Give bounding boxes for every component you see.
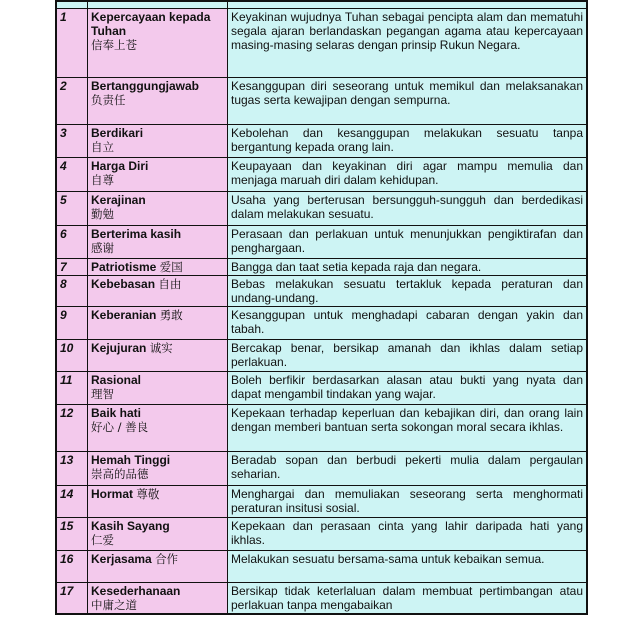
value-name-malay: Kepercayaan kepada Tuhan bbox=[91, 10, 211, 38]
table-row bbox=[57, 405, 587, 452]
table-row bbox=[57, 340, 587, 372]
value-definition: Kepekaan dan perasaan cinta yang lahir daripada hati yang ikhlas. bbox=[228, 518, 587, 551]
value-definition: Menghargai dan memuliakan seseorang serta menghormati peraturan insitusi sosial. bbox=[228, 486, 587, 518]
value-name-malay: Kerjasama bbox=[91, 552, 152, 566]
value-name-malay: Kesederhanaan bbox=[91, 584, 181, 598]
value-name-malay: Harga Diri bbox=[91, 159, 149, 173]
value-definition: Keupayaan dan keyakinan diri agar mampu memulia dan menjaga maruah diri dalam kehidupan. bbox=[228, 158, 587, 192]
value-name-malay: Hemah Tinggi bbox=[91, 453, 171, 467]
row-number: 10 bbox=[57, 340, 88, 372]
value-name-cell bbox=[88, 259, 228, 276]
row-number: 9 bbox=[57, 307, 88, 340]
value-definition: Bangga dan taat setia kepada raja dan negara. bbox=[228, 259, 587, 276]
value-name-chinese: 诚实 bbox=[149, 341, 173, 355]
row-number: 7 bbox=[57, 259, 88, 276]
value-name-cell bbox=[88, 518, 228, 551]
value-definition: Bersikap tidak keterlaluan dalam membuat pertimbangan atau perlakuan tanpa mengabaikan bbox=[228, 583, 587, 614]
table-row bbox=[57, 307, 587, 340]
value-name-cell bbox=[88, 9, 228, 78]
value-name-chinese: 信奉上苍 bbox=[91, 38, 137, 52]
value-name-malay: Kebebasan bbox=[91, 277, 156, 291]
row-number: 1 bbox=[57, 9, 88, 78]
row-number: 4 bbox=[57, 158, 88, 192]
table-row bbox=[57, 259, 587, 276]
row-number: 6 bbox=[57, 226, 88, 259]
table-header-row bbox=[57, 2, 587, 9]
table-row bbox=[57, 78, 587, 125]
table-row bbox=[57, 226, 587, 259]
header-cell bbox=[228, 2, 587, 9]
row-number: 12 bbox=[57, 405, 88, 452]
value-name-chinese: 勤勉 bbox=[91, 207, 114, 221]
value-name-malay: Kerajinan bbox=[91, 193, 146, 207]
value-name-cell bbox=[88, 158, 228, 192]
value-definition: Kesanggupan diri seseorang untuk memikul dan melaksanakan tugas serta kewajipan dengan sempurna. bbox=[228, 78, 587, 125]
table-row bbox=[57, 452, 587, 486]
value-name-chinese: 仁爱 bbox=[91, 533, 114, 547]
table-row bbox=[57, 518, 587, 551]
value-name-chinese: 崇高的品德 bbox=[91, 467, 149, 481]
value-definition: Kesanggupan untuk menghadapi cabaran dengan yakin dan tabah. bbox=[228, 307, 587, 340]
value-name-cell bbox=[88, 307, 228, 340]
row-number: 3 bbox=[57, 125, 88, 158]
header-cell bbox=[88, 2, 228, 9]
value-definition: Usaha yang berterusan bersungguh-sungguh dan berdedikasi dalam melakukan sesuatu. bbox=[228, 192, 587, 226]
value-name-malay: Kasih Sayang bbox=[91, 519, 170, 533]
table-row bbox=[57, 125, 587, 158]
table-row bbox=[57, 583, 587, 614]
value-name-cell bbox=[88, 372, 228, 405]
value-definition: Melakukan sesuatu bersama-sama untuk kebaikan semua. bbox=[228, 551, 587, 583]
value-name-malay: Bertanggungjawab bbox=[91, 79, 200, 93]
table-row bbox=[57, 158, 587, 192]
header-cell bbox=[57, 2, 88, 9]
value-name-chinese: 中庸之道 bbox=[91, 598, 137, 612]
value-definition: Kepekaan terhadap keperluan dan kebajikan diri, dan orang lain dengan memberi bantuan serta sokongan moral secara ikhlas. bbox=[228, 405, 587, 452]
value-definition: Beradab sopan dan berbudi pekerti mulia dalam pergaulan seharian. bbox=[228, 452, 587, 486]
value-definition: Boleh berfikir berdasarkan alasan atau bukti yang nyata dan dapat mengambil tindakan yang wajar. bbox=[228, 372, 587, 405]
value-name-cell bbox=[88, 486, 228, 518]
row-number: 15 bbox=[57, 518, 88, 551]
row-number: 11 bbox=[57, 372, 88, 405]
value-name-chinese: 自由 bbox=[158, 277, 182, 291]
value-name-malay: Rasional bbox=[91, 373, 142, 387]
value-name-chinese: 理智 bbox=[91, 387, 114, 401]
table-row bbox=[57, 372, 587, 405]
value-name-chinese: 负责任 bbox=[91, 93, 126, 107]
value-name-malay: Kejujuran bbox=[91, 341, 147, 355]
value-name-cell bbox=[88, 192, 228, 226]
value-name-cell bbox=[88, 583, 228, 614]
value-name-cell bbox=[88, 125, 228, 158]
value-name-chinese: 好心 / 善良 bbox=[91, 420, 149, 434]
value-name-chinese: 感谢 bbox=[91, 241, 114, 255]
value-definition: Bebas melakukan sesuatu tertakluk kepada peraturan dan undang-undang. bbox=[228, 276, 587, 307]
value-name-cell bbox=[88, 452, 228, 486]
value-name-chinese: 自尊 bbox=[91, 173, 114, 187]
row-number: 2 bbox=[57, 78, 88, 125]
value-definition: Keyakinan wujudnya Tuhan sebagai pencipta alam dan mematuhi segala ajaran berlandaskan pegangan agama atau kepercayaan masing-masing selaras dengan prinsip Rukun Negara. bbox=[228, 9, 587, 78]
values-table bbox=[55, 0, 588, 615]
value-name-chinese: 尊敬 bbox=[136, 487, 160, 501]
value-definition: Perasaan dan perlakuan untuk menunjukkan pengiktirafan dan penghargaan. bbox=[228, 226, 587, 259]
value-name-malay: Baik hati bbox=[91, 406, 142, 420]
value-name-cell bbox=[88, 226, 228, 259]
value-definition: Kebolehan dan kesanggupan melakukan sesuatu tanpa bergantung kepada orang lain. bbox=[228, 125, 587, 158]
table-row bbox=[57, 486, 587, 518]
value-name-chinese: 合作 bbox=[155, 552, 179, 566]
value-name-chinese: 爱国 bbox=[159, 260, 183, 274]
value-name-chinese: 勇敢 bbox=[159, 308, 183, 322]
value-name-malay: Hormat bbox=[91, 487, 134, 501]
value-name-cell bbox=[88, 78, 228, 125]
value-name-cell bbox=[88, 551, 228, 583]
table-row bbox=[57, 276, 587, 307]
table-row bbox=[57, 9, 587, 78]
table-row bbox=[57, 192, 587, 226]
row-number: 8 bbox=[57, 276, 88, 307]
value-name-cell bbox=[88, 405, 228, 452]
row-number: 17 bbox=[57, 583, 88, 614]
value-name-malay: Keberanian bbox=[91, 308, 157, 322]
table-row bbox=[57, 551, 587, 583]
value-name-cell bbox=[88, 276, 228, 307]
value-name-malay: Berdikari bbox=[91, 126, 144, 140]
row-number: 16 bbox=[57, 551, 88, 583]
value-definition: Bercakap benar, bersikap amanah dan ikhlas dalam setiap perlakuan. bbox=[228, 340, 587, 372]
value-name-malay: Berterima kasih bbox=[91, 227, 182, 241]
row-number: 5 bbox=[57, 192, 88, 226]
row-number: 13 bbox=[57, 452, 88, 486]
value-name-cell bbox=[88, 340, 228, 372]
value-name-malay: Patriotisme bbox=[91, 260, 157, 274]
value-name-chinese: 自立 bbox=[91, 140, 114, 154]
row-number: 14 bbox=[57, 486, 88, 518]
